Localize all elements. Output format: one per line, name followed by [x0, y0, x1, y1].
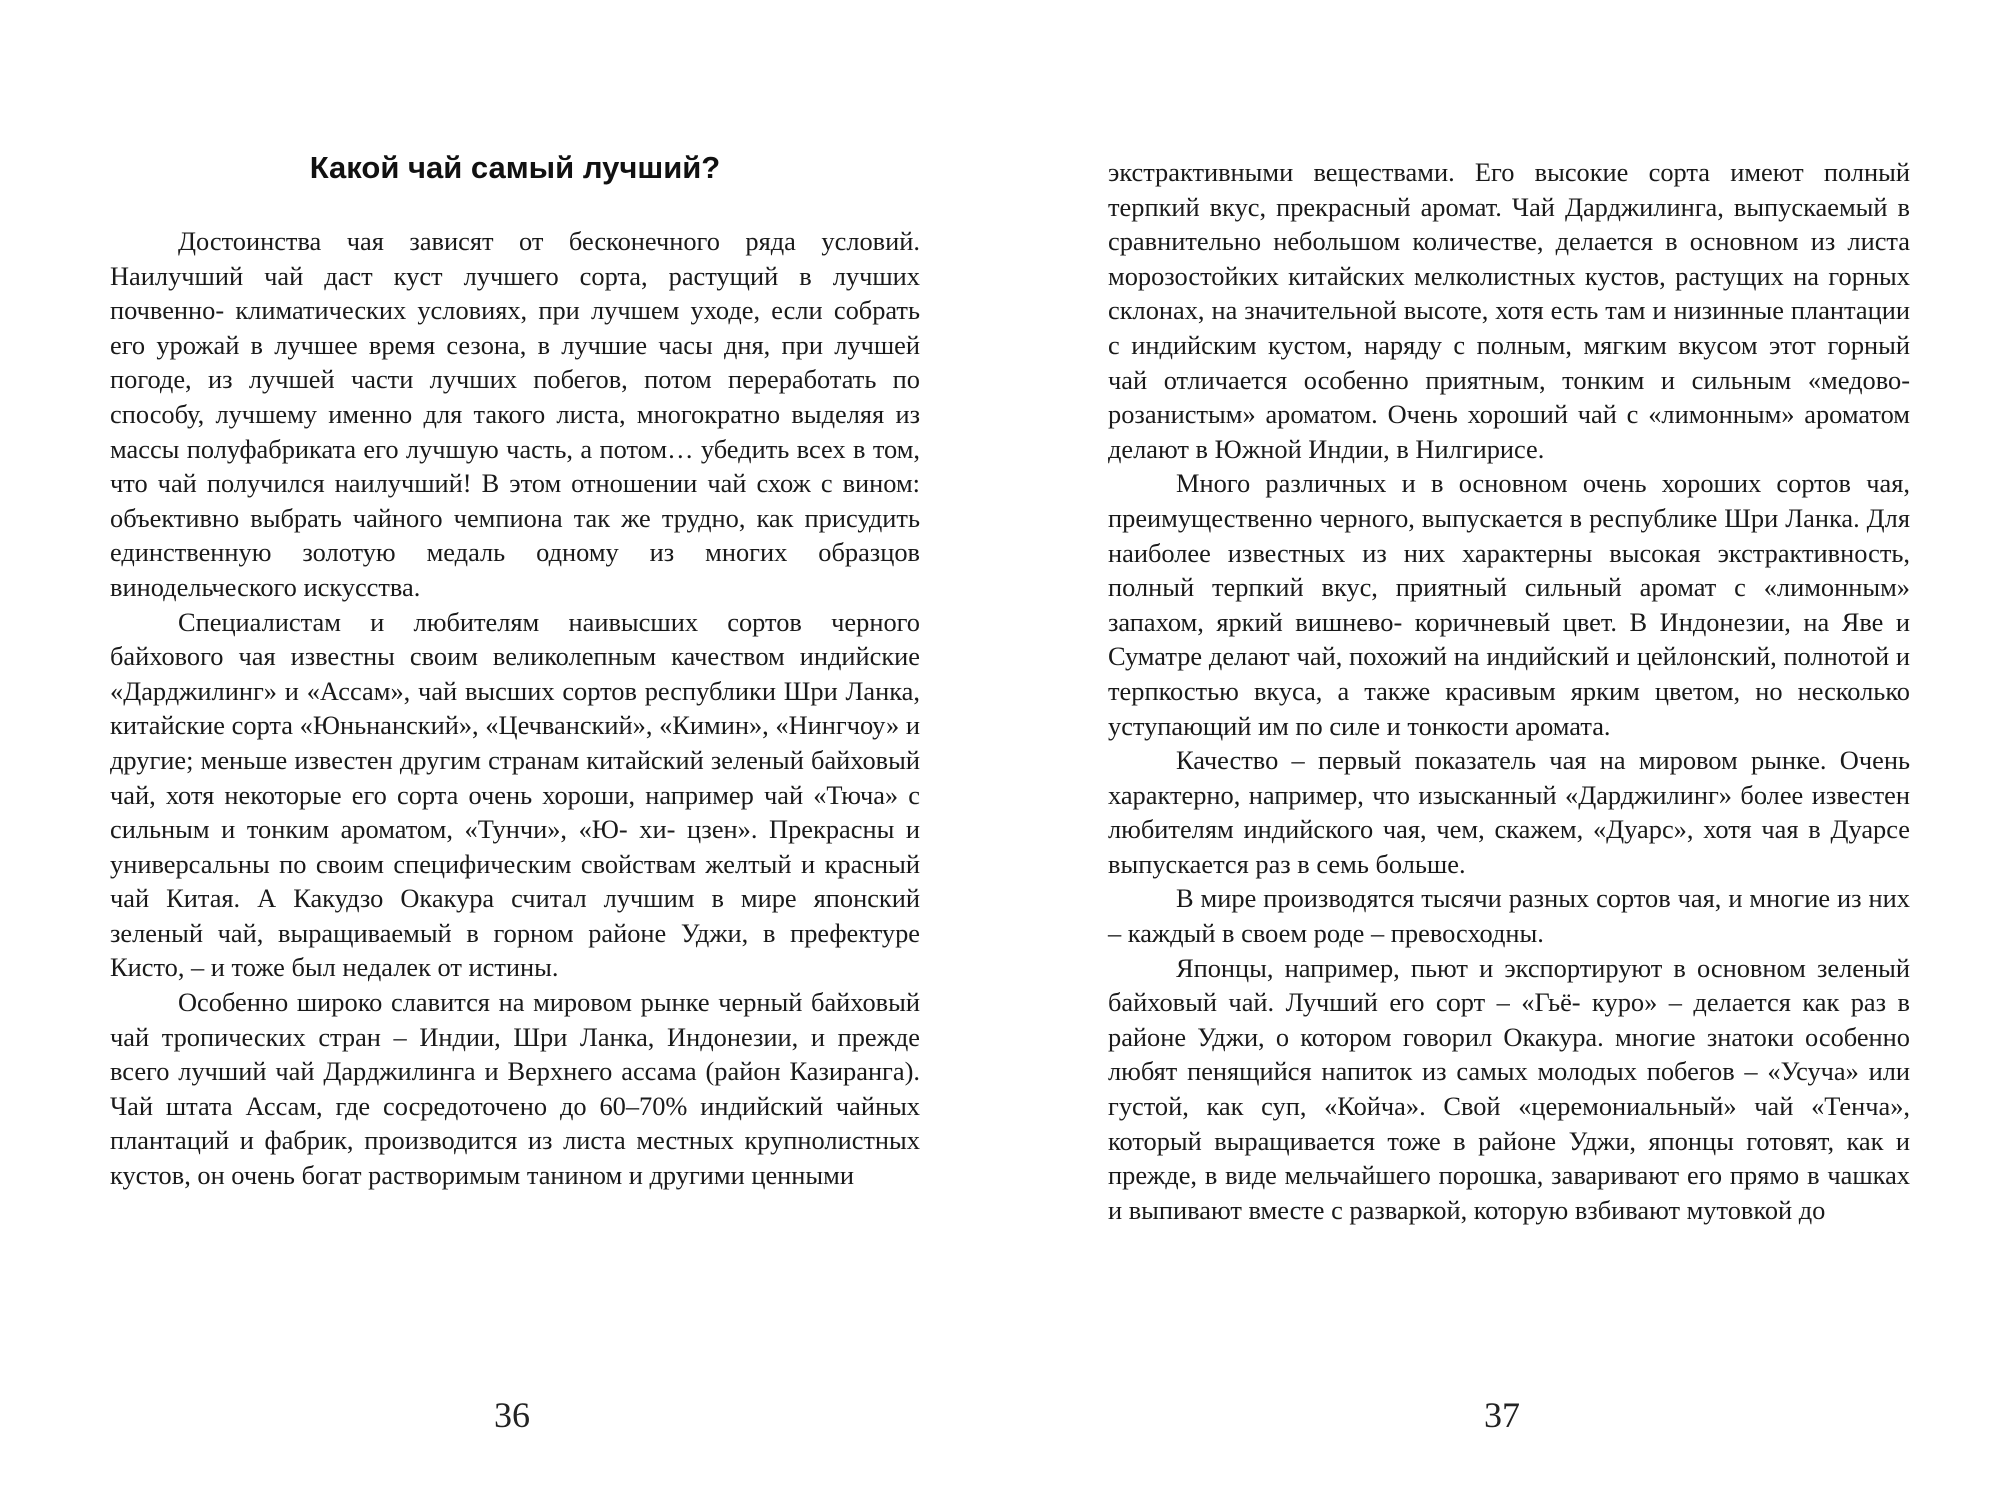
left-page: [110, 0, 920, 1493]
left-page-body: [110, 224, 920, 1193]
page-number: 36: [494, 1395, 530, 1435]
paragraph: В мире производятся тысячи разных сортов чая, и многие из них – каждый в своем роде – превосходны.: [1108, 883, 1910, 949]
paragraph: Качество – первый показатель чая на мировом рынке. Очень характерно, например, что изысканный «Дарджилинг» более известен любителям индийского чая, чем, скажем, «Дуарс», хотя чая в Дуарсе выпускается раз в семь больше.: [1108, 745, 1910, 879]
paragraph: Японцы, например, пьют и экспортируют в основном зеленый байховый чай. Лучший его сорт – «Гьё- куро» – делается как раз в районе Уджи, о котором говорил Окакура. многие знатоки особенно любят пенящийся напиток из самых молодых побегов – «Усуча» или густой, как суп, «Койча». Свой «церемониальный» чай «Тенча», который выращивается тоже в районе Уджи, японцы готовят, как и прежде, в виде мельчайшего порошка, заваривают его прямо в чашках и выпивают вместе с разваркой, которую взбивают мутовкой до: [1108, 952, 1910, 1225]
paragraph: Много различных и в основном очень хороших сортов чая, преимущественно черного, выпускается в республике Шри Ланка. Для наиболее известных из них характерны высокая экстрактивность, полный терпкий вкус, приятный сильный аромат с «лимонным» запахом, яркий вишнево- коричневый цвет. В Индонезии, на Яве и Суматре делают чай, похожий на индийский и цейлонский, полнотой и терпкостью вкуса, а также красивым ярким цветом, но несколько уступающий им по силе и тонкости аромата.: [1108, 468, 1910, 741]
paragraph: Специалистам и любителям наивысших сортов черного байхового чая известны своим великолепным качеством индийские «Дарджилинг» и «Ассам», чай высших сортов республики Шри Ланка, китайские сорта «Юньнанский», «Цечванский», «Кимин», «Нингчоу» и другие; меньше известен другим странам китайский зеленый байховый чай, хотя некоторые его сорта очень хороши, например чай «Тюча» с сильным и тонким ароматом, «Тунчи», «Ю- хи- цзен». Прекрасны и универсальны по своим специфическим свойствам желтый и красный чай Китая. А Какудзо Окакура считал лучшим в мире японский зеленый чай, выращиваемый в горном районе Уджи, в префектуре Кисто, – и тоже был недалек от истины.: [110, 606, 920, 983]
chapter-heading: Какой чай самый лучший?: [309, 150, 721, 185]
right-page: [1108, 0, 1910, 1493]
paragraph: Достоинства чая зависят от бесконечного ряда условий. Наилучший чай даст куст лучшего сорта, растущий в лучших почвенно- климатических условиях, при лучшем уходе, если собрать его урожай в лучшее время сезона, в лучшие часы дня, при лучшей погоде, из лучшей части лучших побегов, потом переработать по способу, лучшему именно для такого листа, многократно выделяя из массы полуфабриката его лучшую часть, а потом… убедить всех в том, что чай получился наилучший! В этом отношении чай схож с вином: объективно выбрать чайного чемпиона так же трудно, как присудить единственную золотую медаль одному из многих образцов винодельческого искусства.: [110, 226, 920, 602]
paragraph-continued: экстрактивными веществами. Его высокие сорта имеют полный терпкий вкус, прекрасный аромат. Чай Дарджилинга, выпускаемый в сравнительно небольшом количестве, делается в основном из листа морозостойких китайских мелколистных кустов, растущих на горных склонах, на значительной высоте, хотя есть там и низинные плантации с индийским кустом, наряду с полным, мягким вкусом этот горный чай отличается особенно приятным, тонким и сильным «медово- розанистым» ароматом. Очень хороший чай с «лимонным» ароматом делают в Южной Индии, в Нилгирисе.: [1108, 157, 1910, 464]
right-page-body: [1108, 155, 1910, 1227]
paragraph: Особенно широко славится на мировом рынке черный байховый чай тропических стран – Индии, Шри Ланка, Индонезии, и прежде всего лучший чай Дарджилинга и Верхнего ассама (район Казиранга). Чай штата Ассам, где сосредоточено до 60–70% индийский чайных плантаций и фабрик, производится из листа местных крупнолистных кустов, он очень богат растворимым танином и другими ценными: [110, 987, 920, 1191]
page-number: 37: [1484, 1395, 1520, 1435]
